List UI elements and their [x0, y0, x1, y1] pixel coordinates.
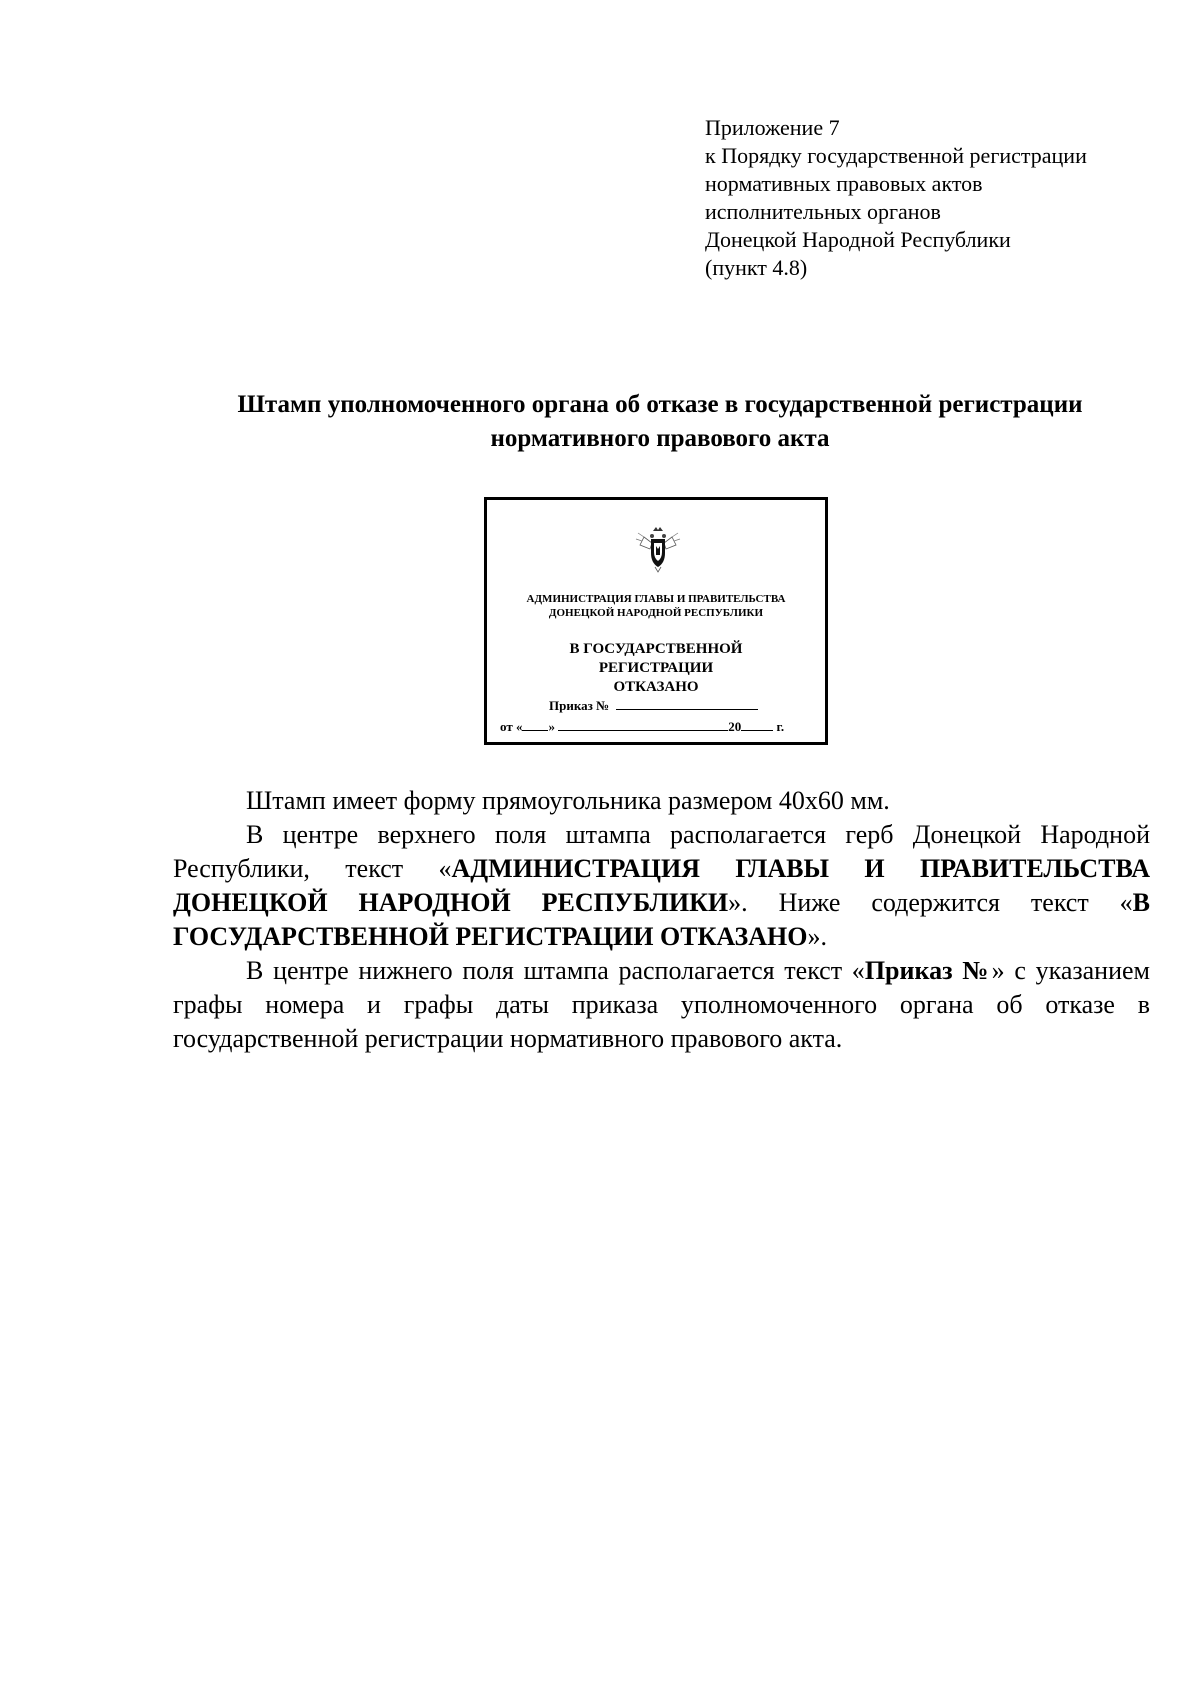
date-day-blank	[522, 718, 548, 731]
p2-text-e: ».	[807, 922, 827, 951]
title-line-1: Штамп уполномоченного органа об отказе в государственной регистрации	[237, 391, 1083, 418]
stamp-sample	[484, 497, 828, 745]
stamp-headline-line-2: РЕГИСТРАЦИИ	[598, 660, 714, 676]
stamp-org-line-2: ДОНЕЦКОЙ НАРОДНОЙ РЕСПУБЛИКИ	[548, 607, 764, 619]
appendix-line: (пункт 4.8)	[705, 255, 808, 280]
stamp-date-year: 20	[728, 719, 742, 734]
paragraph-1-text: Штамп имеет форму прямоугольника размером 40х60 мм.	[246, 786, 890, 815]
stamp-organization	[487, 592, 825, 620]
p2-text-c: ». Ниже содержится текст «	[728, 888, 1133, 917]
stamp-date-prefix: от «	[500, 719, 523, 734]
paragraph-3	[173, 954, 1150, 1056]
p3-text-a: В центре нижнего поля штампа располагается текст «	[246, 956, 865, 985]
coat-of-arms-icon	[630, 525, 686, 573]
appendix-header	[705, 114, 1175, 282]
document-title	[170, 388, 1150, 456]
stamp-headline-line-1: В ГОСУДАРСТВЕННОЙ	[569, 641, 743, 657]
date-year-blank	[741, 718, 773, 731]
stamp-date-mid: »	[548, 719, 555, 734]
p2-text-a: В центре верхнего поля штампа располагается герб Донецкой Народной Республики, текст «	[173, 820, 1150, 883]
stamp-headline-line-3: ОТКАЗАНО	[613, 679, 699, 695]
appendix-line: нормативных правовых актов	[705, 171, 983, 196]
p2-bold-org: АДМИНИСТРАЦИЯ ГЛАВЫ И ПРАВИТЕЛЬСТВА ДОНЕЦКОЙ НАРОДНОЙ РЕСПУБЛИКИ	[173, 854, 1150, 917]
appendix-line: исполнительных органов	[705, 199, 941, 224]
p3-text-c: » с указанием графы номера и графы даты приказа уполномоченного органа об отказе в государственной регистрации нормативного правового акта.	[173, 956, 1150, 1053]
stamp-org-line-1: АДМИНИСТРАЦИЯ ГЛАВЫ И ПРАВИТЕЛЬСТВА	[526, 593, 786, 605]
stamp-order-label: Приказ №	[549, 698, 610, 713]
stamp-date-field	[500, 718, 784, 735]
stamp-date-suffix: г.	[776, 719, 785, 734]
paragraph-1	[173, 784, 1150, 818]
p2-bold-refused: В ГОСУДАРСТВЕННОЙ РЕГИСТРАЦИИ ОТКАЗАНО	[173, 888, 1150, 951]
description-body	[173, 784, 1150, 1056]
paragraph-2	[173, 818, 1150, 954]
stamp-order-field	[549, 697, 758, 714]
stamp-headline	[487, 640, 825, 697]
date-month-blank	[558, 718, 728, 731]
title-line-2: нормативного правового акта	[490, 425, 830, 452]
order-number-blank	[616, 697, 758, 710]
appendix-line: Приложение 7	[705, 115, 840, 140]
p3-bold-order: Приказ №	[864, 956, 992, 985]
appendix-line: к Порядку государственной регистрации	[705, 143, 1087, 168]
appendix-line: Донецкой Народной Республики	[705, 227, 1011, 252]
